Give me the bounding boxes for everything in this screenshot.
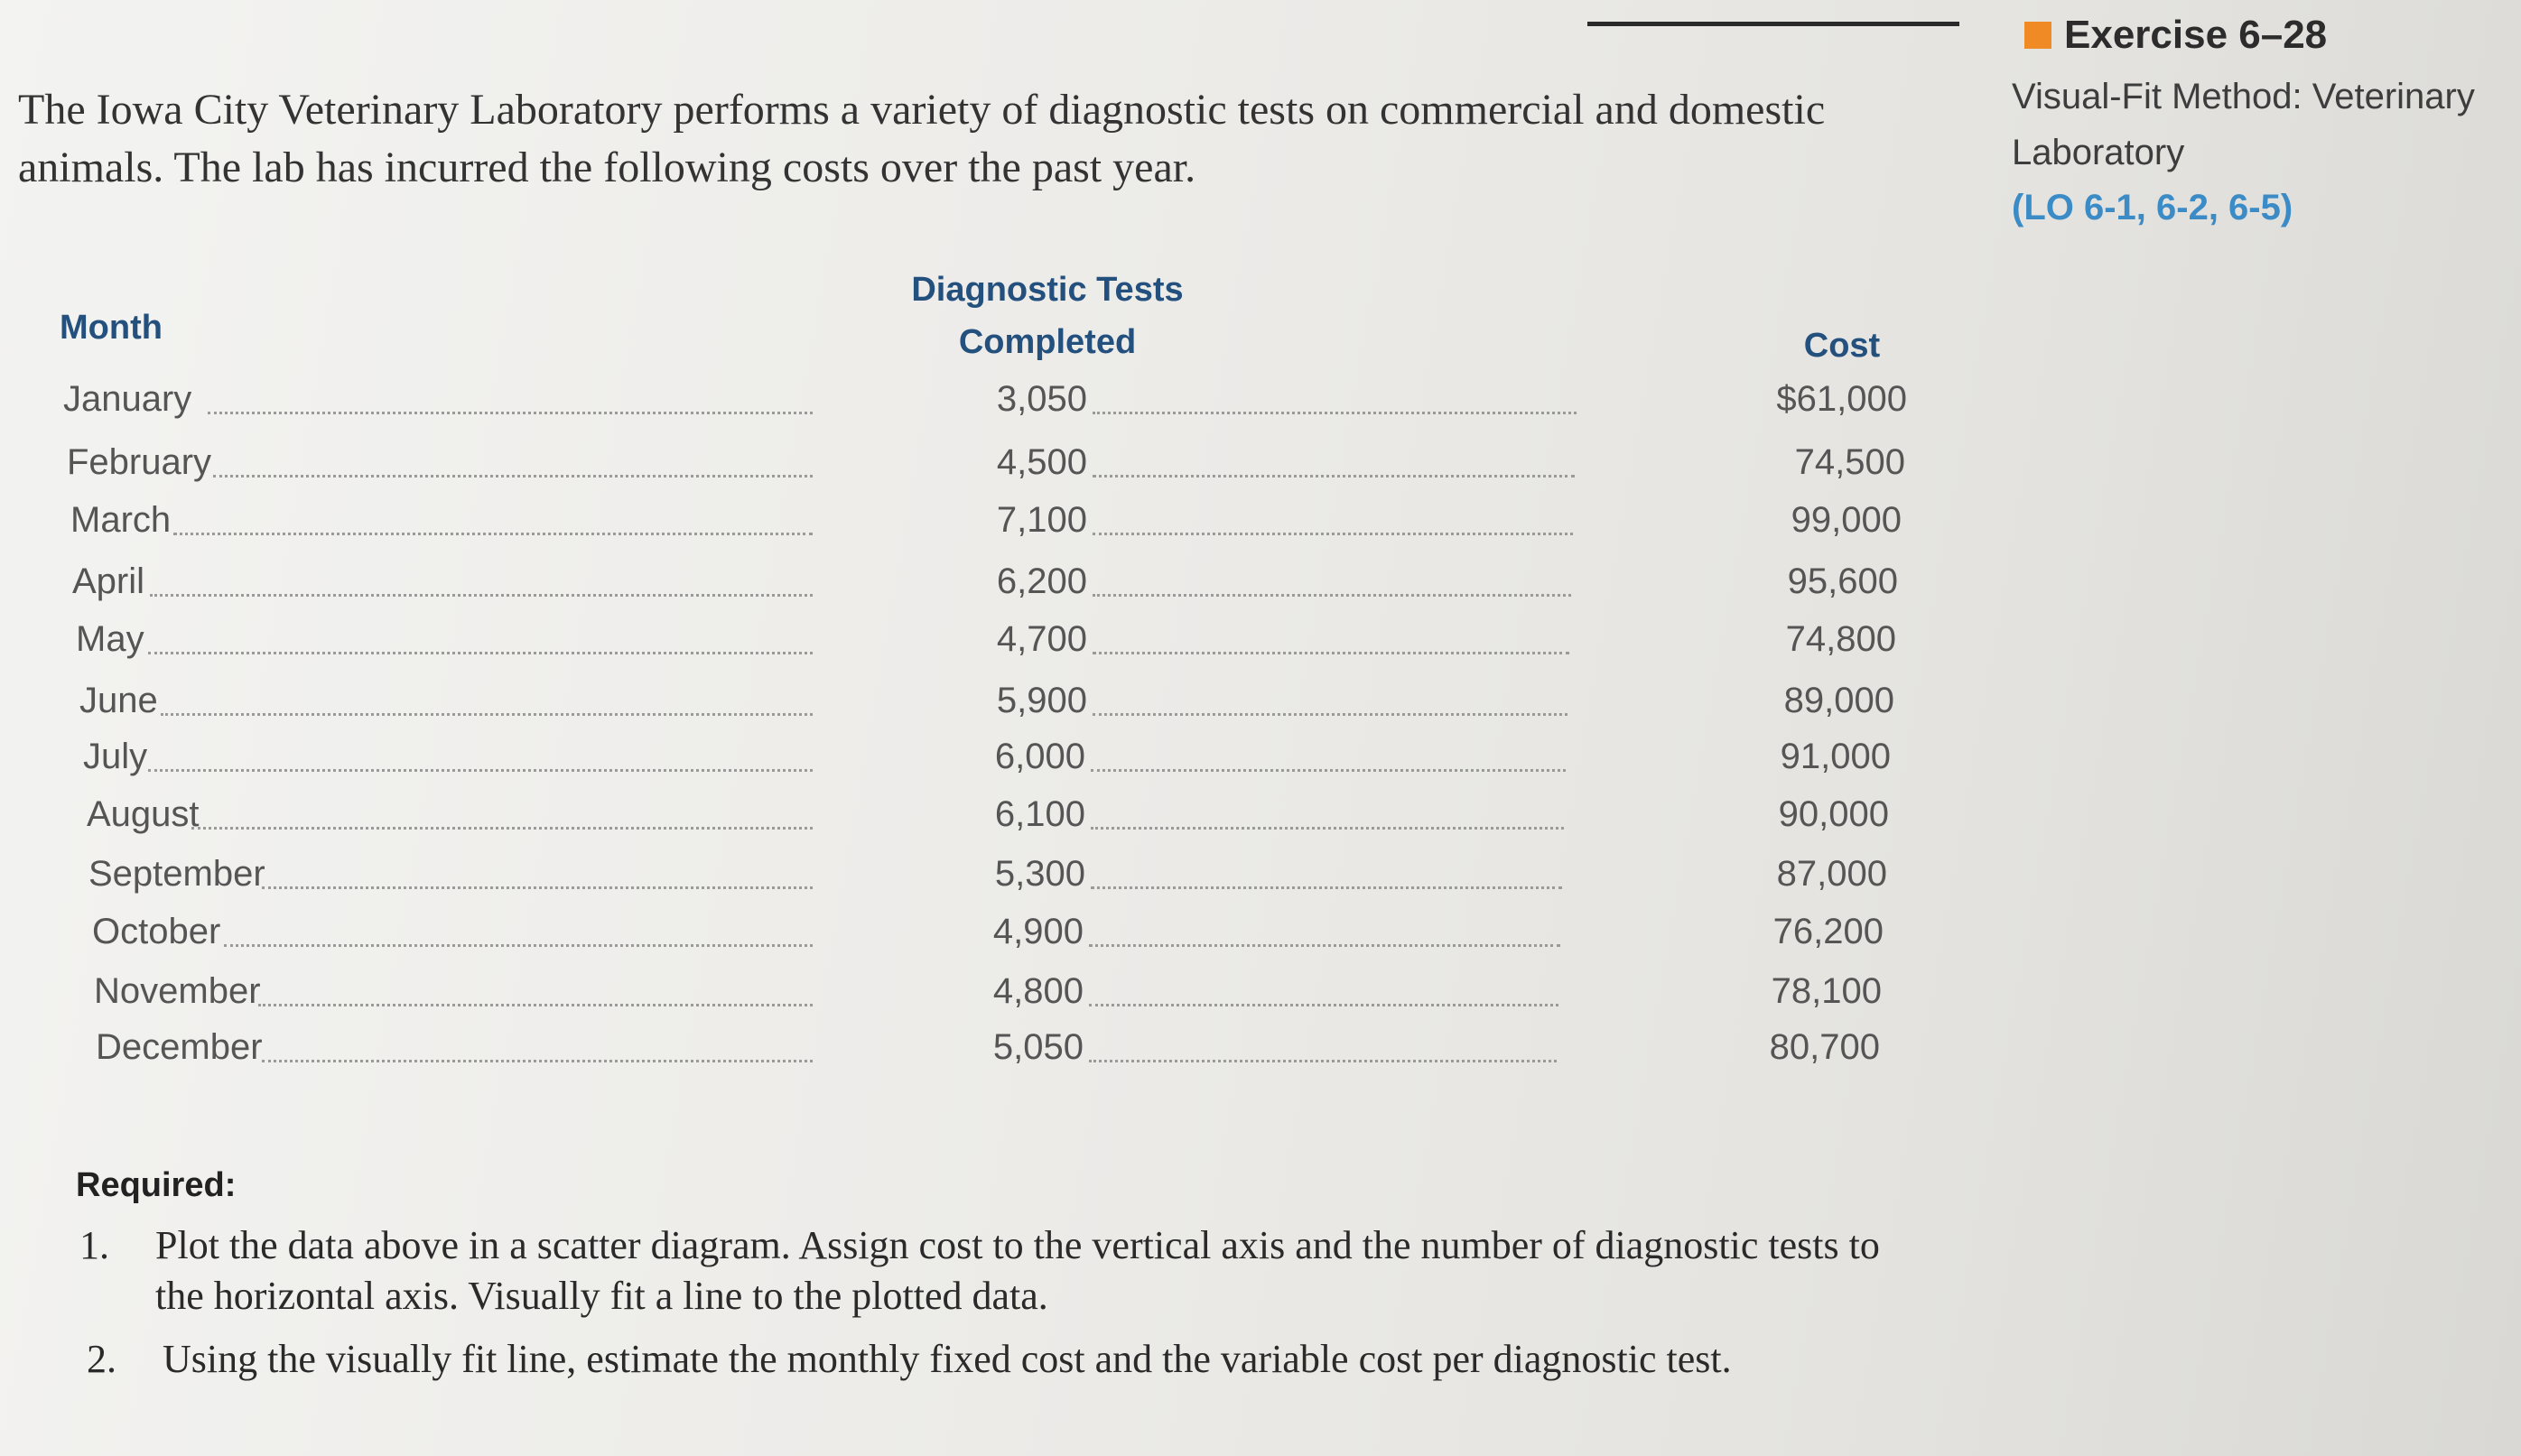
row-tests: 5,900 — [996, 681, 1087, 720]
row-tests: 6,000 — [994, 737, 1085, 776]
table-row — [0, 379, 1986, 430]
dot-leader — [1093, 652, 1569, 654]
row-cost: $61,000 — [1776, 379, 1907, 419]
dot-leader — [224, 944, 813, 947]
row-cost: 80,700 — [1769, 1027, 1880, 1067]
table-row — [0, 794, 1986, 845]
dot-leader — [148, 769, 813, 772]
row-cost: 76,200 — [1772, 912, 1884, 951]
column-header-cost: Cost — [1803, 327, 1881, 365]
row-cost: 90,000 — [1778, 794, 1889, 834]
row-cost: 87,000 — [1776, 854, 1887, 894]
row-month: September — [88, 854, 265, 894]
dot-leader — [150, 594, 813, 597]
row-month: February — [67, 442, 212, 482]
dot-leader — [1091, 827, 1564, 830]
table-row — [0, 854, 1986, 904]
dot-leader — [1089, 1060, 1557, 1062]
dot-leader — [1091, 769, 1566, 772]
row-month: October — [92, 912, 221, 951]
dot-leader — [1093, 713, 1567, 716]
top-divider — [1587, 22, 1959, 26]
row-tests: 6,100 — [994, 794, 1085, 834]
exercise-subtitle: Visual-Fit Method: Veterinary Laboratory — [2012, 77, 2475, 172]
row-cost: 91,000 — [1780, 737, 1891, 776]
dot-leader — [262, 1060, 813, 1062]
column-header-month: Month — [60, 309, 163, 347]
problem-intro: The Iowa City Veterinary Laboratory performs a variety of diagnostic tests on commercial and domestic animals. The lab has incurred the following costs over the past year. — [18, 86, 1826, 191]
row-month: April — [72, 561, 145, 601]
row-cost: 95,600 — [1787, 561, 1898, 601]
table-row — [0, 1027, 1986, 1078]
row-tests: 4,700 — [996, 619, 1087, 659]
exercise-title: Exercise 6–28 — [2064, 13, 2328, 57]
dot-leader — [208, 412, 813, 414]
dot-leader — [1093, 412, 1577, 414]
row-cost: 99,000 — [1791, 500, 1902, 540]
table-row — [0, 561, 1986, 612]
item-number: 1. — [79, 1223, 109, 1267]
row-month: December — [96, 1027, 263, 1067]
table-row — [0, 442, 1986, 493]
row-cost: 74,800 — [1785, 619, 1896, 659]
row-tests: 4,900 — [992, 912, 1084, 951]
row-cost: 89,000 — [1783, 681, 1894, 720]
dot-leader — [262, 886, 813, 889]
dot-leader — [191, 827, 813, 830]
required-label: Required: — [76, 1166, 237, 1204]
row-tests: 6,200 — [996, 561, 1087, 601]
row-month: June — [79, 681, 158, 720]
dot-leader — [1091, 886, 1562, 889]
row-tests: 7,100 — [996, 500, 1087, 540]
dot-leader — [148, 652, 813, 654]
item-number: 2. — [87, 1337, 116, 1381]
row-month: March — [70, 500, 172, 540]
exercise-sidebar — [2012, 13, 2517, 235]
row-tests: 3,050 — [996, 379, 1087, 419]
item-text: Using the visually fit line, estimate the monthly fixed cost and the variable cost per diagnostic test. — [163, 1337, 1732, 1381]
item-text: Plot the data above in a scatter diagram. Assign cost to the vertical axis and the number of diagnostic tests to the horizontal axis. Visually fit a line to the plotted data. — [155, 1223, 1880, 1318]
dot-leader — [1089, 944, 1560, 947]
dot-leader — [1093, 594, 1571, 597]
row-tests: 4,500 — [996, 442, 1087, 482]
dot-leader — [173, 533, 813, 535]
row-tests: 4,800 — [992, 971, 1084, 1011]
row-month: May — [76, 619, 144, 659]
dot-leader — [1093, 533, 1573, 535]
table-row — [0, 681, 1986, 731]
row-month: July — [83, 737, 148, 776]
exercise-marker-icon — [2024, 22, 2051, 49]
row-month: January — [63, 379, 192, 419]
table-row — [0, 912, 1986, 962]
dot-leader — [1093, 475, 1575, 478]
table-row — [0, 619, 1986, 670]
row-cost: 74,500 — [1794, 442, 1905, 482]
table-row — [0, 971, 1986, 1022]
row-tests: 5,050 — [992, 1027, 1084, 1067]
row-month: August — [87, 794, 200, 834]
dot-leader — [1089, 1004, 1558, 1006]
dot-leader — [161, 713, 813, 716]
row-cost: 78,100 — [1771, 971, 1882, 1011]
exercise-heading — [2012, 13, 2517, 58]
row-month: November — [94, 971, 261, 1011]
table-row — [0, 737, 1986, 787]
learning-objectives: (LO 6-1, 6-2, 6-5) — [2012, 188, 2293, 227]
row-tests: 5,300 — [994, 854, 1085, 894]
column-header-tests: Diagnostic Tests Completed — [911, 271, 1184, 361]
dot-leader — [213, 475, 813, 478]
dot-leader — [258, 1004, 813, 1006]
table-row — [0, 500, 1986, 551]
